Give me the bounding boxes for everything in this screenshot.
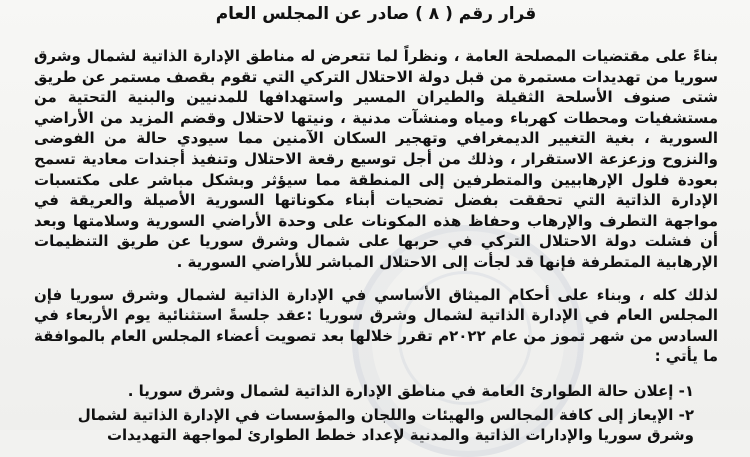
preamble-paragraph: بناءً على مقتضيات المصلحة العامة ، ونظراً لما تتعرض له مناطق الإدارة الذاتية لشمال وشرق سوريا من تهديدات مستمرة من قبل دولة الاحتلال التركي التي تقوم بقصف مستمر عن طريق شتى صنوف الأسلحة الثقيلة والطيران المسير واستهدافها للمدنيين والبنية التحتية من مستشفيات ومحطات كهرباء ومياه ومنشآت مدنية ، ونيتها لاحتلال وقضم المزيد من الأراضي السورية ، بغية التغيير الديمغرافي وتهجير السكان الآمنين مما سيودي حالة من الفوضى والنزوح وزعزعة الاستقرار ، وذلك من أجل توسيع رقعة الاحتلال وتنفيذ أجندات معادية تسمح بعودة فلول الإرهابيين والمتطرفين إلى المنطقة مما سيؤثر وبشكل مباشر على مكتسبات الإدارة الذاتية التي تحققت بفضل تضحيات أبناء مكوناتها السورية الأصيلة والعريقة في مواجهة التطرف والإرهاب وحفاظ هذه المكونات على وحدة الأراضي السورية وسلامتها وبعد أن فشلت دولة الاحتلال التركي في حربها على شمال وشرق سوريا عن طريق التنظيمات الإرهابية المتطرفة فإنها قد لجأت إلى الاحتلال المباشر للأراضي السورية .: [34, 47, 718, 271]
decision-item-2: ٢- الإيعاز إلى كافة المجالس والهيئات واللجان والمؤسسات في الإدارة الذاتية لشمال وشرق سوريا والإدارات الذاتية والمدنية لإعداد خطط الطوارئ لمواجهة التهديدات: [77, 405, 694, 445]
document-title: قرار رقم ( ٨ ) صادر عن المجلس العام: [215, 4, 537, 24]
decision-document: [34, 2, 718, 449]
decision-items-list: [34, 381, 718, 446]
decision-item-1: ١- إعلان حالة الطوارئ العامة في مناطق الإدارة الذاتية لشمال وشرق سوريا .: [127, 381, 694, 400]
resolution-paragraph: لذلك كله ، وبناء على أحكام الميثاق الأساسي في الإدارة الذاتية لشمال وشرق سوريا فإن المجلس العام في الإدارة الذاتية لشمال وشرق سوريا :عقد جلسةً استثنائية يوم الأربعاء في السادس من شهر تموز من عام ٢٠٢٢م تقرر خلالها بعد تصويت أعضاء المجلس العام بالموافقة ما يأتي :: [34, 285, 719, 366]
